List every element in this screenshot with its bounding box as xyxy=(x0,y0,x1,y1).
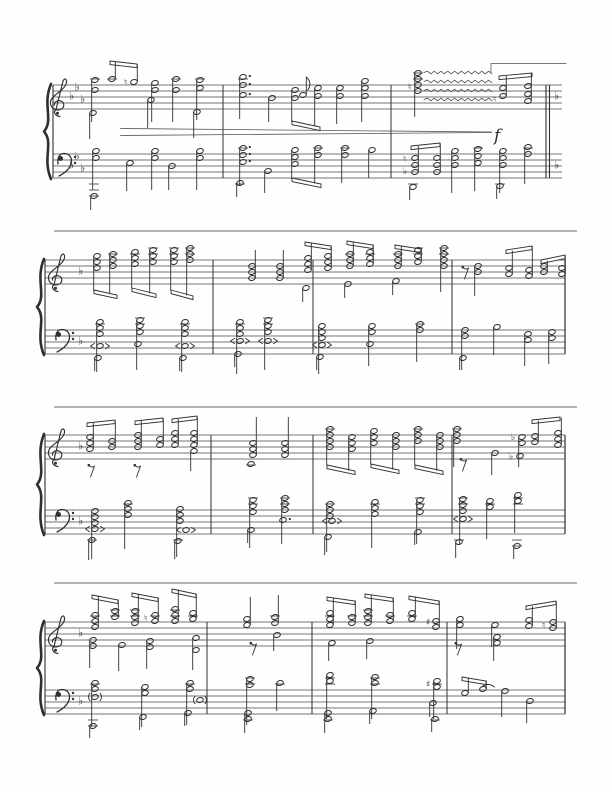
svg-text:♭: ♭ xyxy=(78,264,84,278)
svg-text:♭: ♭ xyxy=(69,89,75,103)
svg-text:♭: ♭ xyxy=(554,158,560,172)
svg-text:♮: ♮ xyxy=(493,95,497,105)
svg-text:♭: ♭ xyxy=(74,149,80,163)
svg-text:♯: ♯ xyxy=(426,618,431,628)
svg-text:♮: ♮ xyxy=(403,155,407,165)
svg-text:♭: ♭ xyxy=(511,433,516,443)
forte-dynamic: f xyxy=(494,126,501,146)
svg-text:♭: ♭ xyxy=(554,89,560,103)
svg-text:♮: ♮ xyxy=(542,621,546,631)
svg-text:♭: ♭ xyxy=(80,92,86,106)
svg-text:♭: ♭ xyxy=(403,167,408,177)
svg-text:♮: ♮ xyxy=(408,83,412,93)
svg-text:♭: ♭ xyxy=(78,514,84,528)
svg-text:♭: ♭ xyxy=(80,161,86,175)
svg-text:♮: ♮ xyxy=(124,78,128,88)
svg-text:♭: ♭ xyxy=(78,694,84,708)
svg-text:♭: ♭ xyxy=(78,626,84,640)
svg-text:♯: ♯ xyxy=(426,680,431,690)
svg-text:♭: ♭ xyxy=(78,334,84,348)
svg-text:♭: ♭ xyxy=(69,158,75,172)
svg-text:♭: ♭ xyxy=(509,452,514,462)
svg-text:♮: ♮ xyxy=(144,614,148,624)
svg-text:♭: ♭ xyxy=(78,439,84,453)
svg-text:♭: ♭ xyxy=(74,80,80,94)
